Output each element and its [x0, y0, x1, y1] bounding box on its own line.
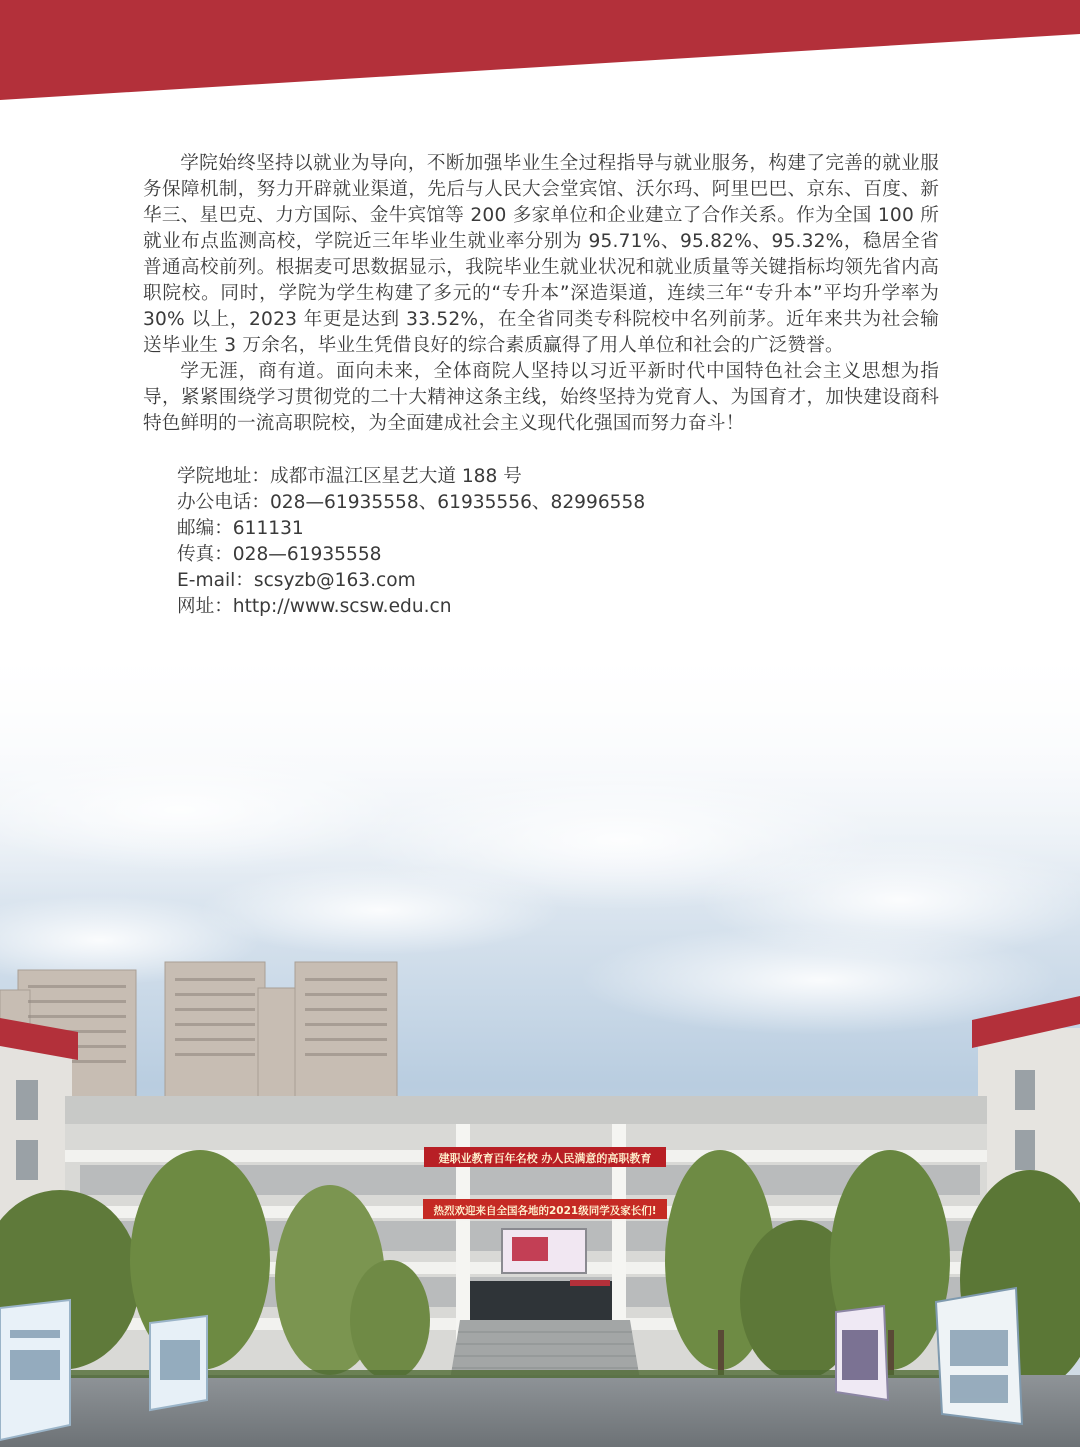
contact-address: 学院地址：成都市温江区星艺大道 188 号: [177, 466, 522, 487]
sky-fade-overlay: [0, 640, 1080, 900]
contact-fax: 传真：028—61935558: [177, 544, 382, 565]
contact-website: 网址：http://www.scsw.edu.cn: [177, 596, 452, 617]
top-red-band: [0, 0, 1080, 110]
paragraph-future: 学无涯，商有道。面向未来，全体商院人坚持以习近平新时代中国特色社会主义思想为指导，紧紧围绕学习贯彻党的二十大精神这条主线，始终坚持为党育人、为国育才，加快建设商科特色鲜明的一流高职院校，为全面建成社会主义现代化强国而努力奋斗！: [143, 361, 939, 434]
contact-postcode: 邮编：611131: [177, 518, 304, 539]
contact-phone: 办公电话：028—61935558、61935556、82996558: [177, 492, 646, 513]
contact-info: [177, 464, 877, 620]
main-text: [143, 151, 939, 437]
contact-email: E-mail：scsyzb@163.com: [177, 570, 416, 591]
banner-upper-text: 建职业教育百年名校 办人民满意的高职教育: [438, 1152, 652, 1165]
banner-lower-text: 热烈欢迎来自全国各地的2021级同学及家长们!: [433, 1205, 657, 1217]
paragraph-employment: 学院始终坚持以就业为导向，不断加强毕业生全过程指导与就业服务，构建了完善的就业服务保障机制，努力开辟就业渠道，先后与人民大会堂宾馆、沃尔玛、阿里巴巴、京东、百度、新华三、星巴克、力方国际、金牛宾馆等 200 多家单位和企业建立了合作关系。作为全国 100 所就业布点监测高校，学院近三年毕业生就业率分别为 95.71%、95.82%、95.32%，稳居全省普通高校前列。根据麦可思数据显示，我院毕业生就业状况和就业质量等关键指标均领先省内高职院校。同时，学院为学生构建了多元的“专升本”深造渠道，连续三年“专升本”平均升学率为 30% 以上，2023 年更是达到 33.52%，在全省同类专科院校中名列前茅。近年来共为社会输送毕业生 3 万余名，毕业生凭借良好的综合素质赢得了用人单位和社会的广泛赞誉。: [143, 153, 939, 356]
